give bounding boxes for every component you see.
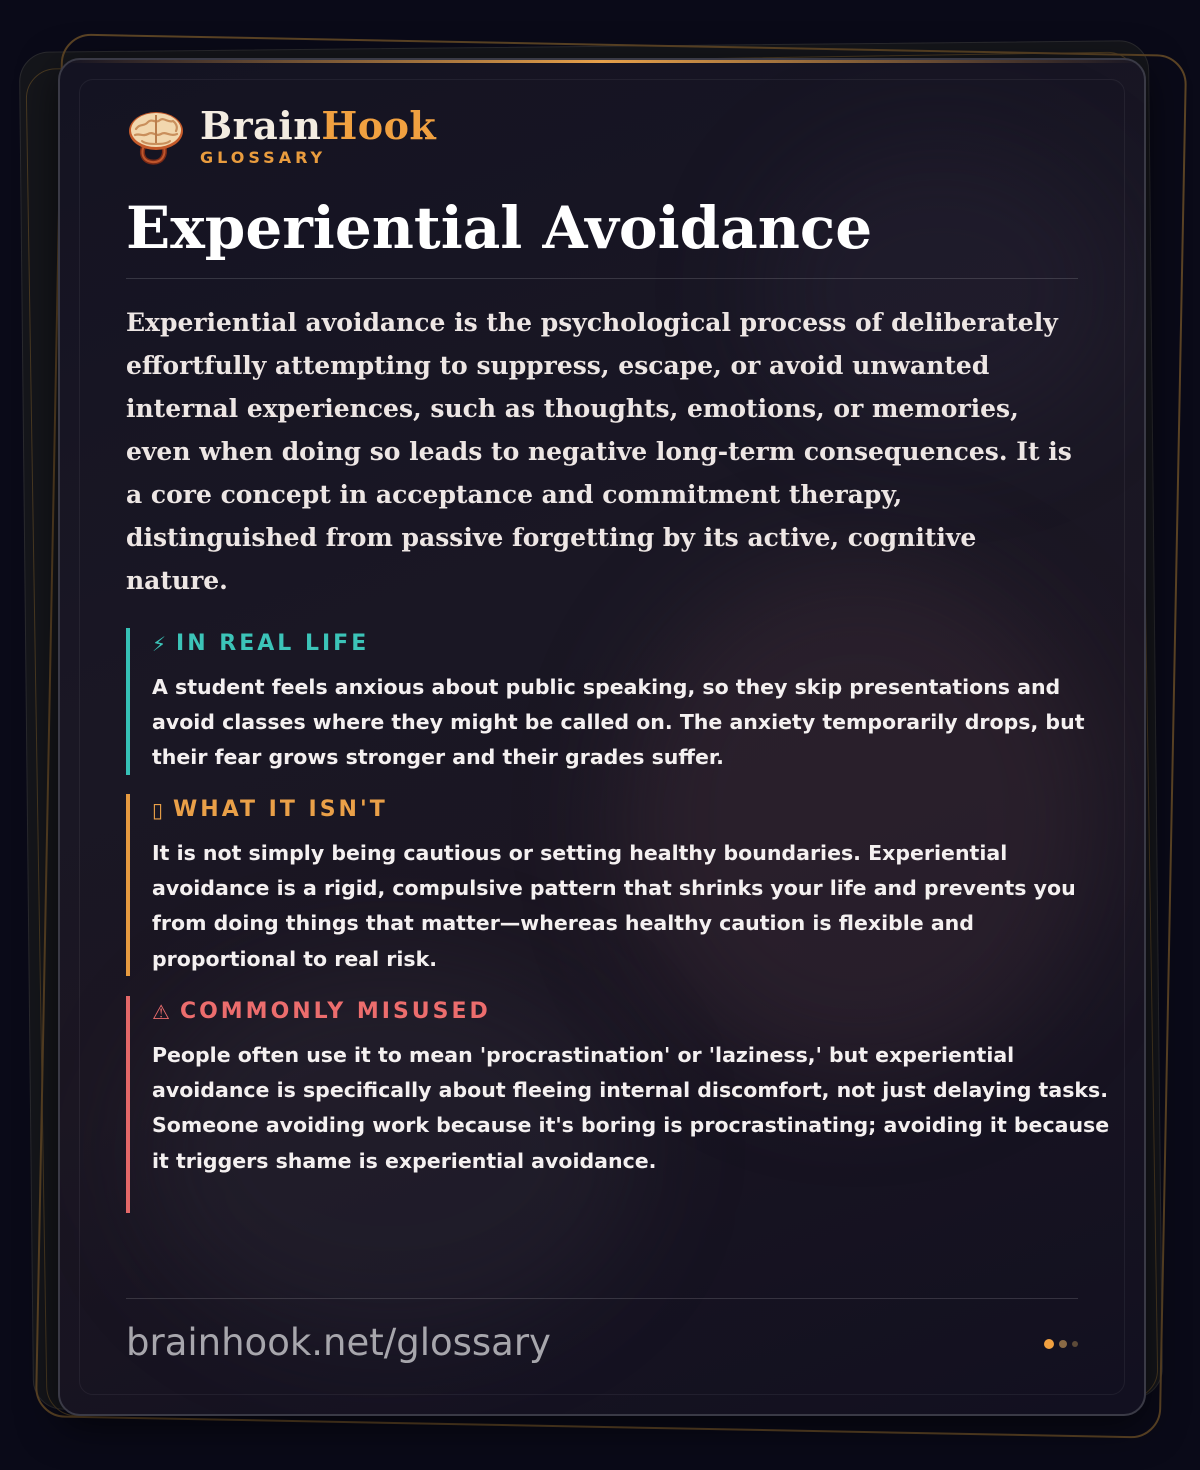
brain-hook-icon <box>126 107 186 167</box>
section-in-real-life <box>126 628 1112 775</box>
glossary-card <box>58 58 1146 1416</box>
pagination-dot <box>1059 1340 1067 1348</box>
pagination-dot-active <box>1044 1339 1054 1349</box>
section-body: People often use it to mean 'procrastination' or 'laziness,' but experiential avoidance is specifically about fleeing internal discomfort, not just delaying tasks. Someone avoiding work because it's boring is procrastinating; avoiding it because it triggers shame is experiential avoidance. <box>152 1043 1110 1173</box>
section-heading-text: IN REAL LIFE <box>176 631 370 656</box>
pagination-dot <box>1072 1341 1078 1347</box>
brand-name-part-hook: Hook <box>321 103 437 148</box>
section-heading <box>152 997 1112 1027</box>
footer-divider <box>126 1298 1078 1299</box>
brand-name <box>200 103 437 148</box>
lightning-icon: ⚡ <box>152 632 167 656</box>
section-body: A student feels anxious about public speaking, so they skip presentations and avoid classes where they might be called on. The anxiety temporarily drops, but their fear grows stronger and their grades suffer. <box>152 675 1085 770</box>
title-divider <box>126 278 1078 279</box>
section-heading <box>152 795 1112 825</box>
brand-subtitle: GLOSSARY <box>200 148 327 167</box>
missing-glyph-icon: ▯ <box>152 798 164 822</box>
section-what-it-isnt <box>126 794 1112 976</box>
section-heading <box>152 629 1112 659</box>
section-commonly-misused <box>126 996 1112 1213</box>
brand-name-part-brain: Brain <box>200 103 322 148</box>
section-body: It is not simply being cautious or setting healthy boundaries. Experiential avoidance is a rigid, compulsive pattern that shrinks your life and prevents you from doing things that matter—whereas healthy caution is flexible and proportional to real risk. <box>152 841 1076 971</box>
warning-icon: ⚠ <box>152 1000 170 1024</box>
section-heading-text: COMMONLY MISUSED <box>179 999 491 1024</box>
footer-url-link[interactable]: brainhook.net/glossary <box>126 1321 551 1364</box>
pagination-dots <box>1039 1339 1078 1349</box>
brand-header <box>126 103 437 167</box>
term-definition: Experiential avoidance is the psychological process of deliberately effortfully attempting to suppress, escape, or avoid unwanted internal experiences, such as thoughts, emotions, or memories, even when doing so leads to negative long-term consequences. It is a core concept in acceptance and commitment therapy, distinguished from passive forgetting by its active, cognitive nature. <box>126 308 1072 595</box>
term-title: Experiential Avoidance <box>126 194 873 262</box>
section-heading-text: WHAT IT ISN'T <box>173 797 388 822</box>
brand-text <box>200 103 437 167</box>
